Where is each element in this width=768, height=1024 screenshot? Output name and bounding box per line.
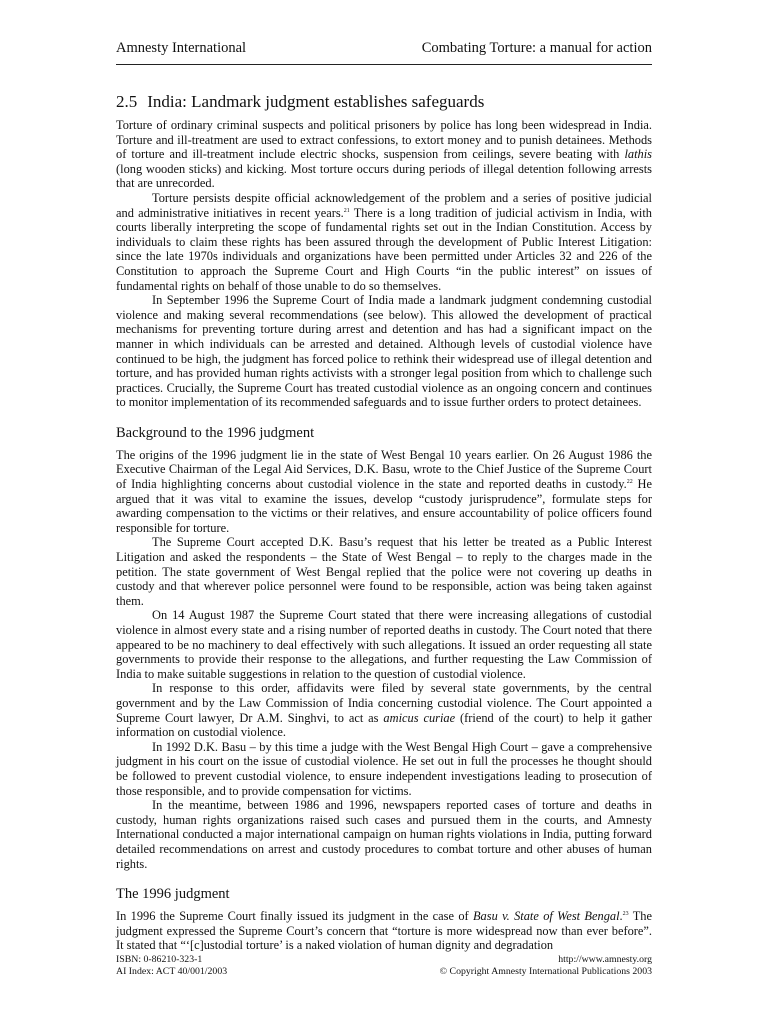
term-amicus-curiae: amicus curiae [383,710,456,725]
judgment-paragraph-1: In 1996 the Supreme Court finally issued its judgment in the case of Basu v. State of West Bengal.$^{23}$ The judgment expressed the Supreme Court’s concern that “torture is more widespread now than ever before”. It stated that “‘[c]ustodial torture’ is a naked violation of human dignity and degradation [116,909,653,953]
footnote-ref-23: 23 [622,910,629,917]
footer-url: http://www.amnesty.org [558,954,652,965]
background-paragraph-1: The origins of the 1996 judgment lie in the state of West Bengal 10 years earlier. On 26 August 1986 the Executive Chairman of the Legal Aid Services, D.K. Basu, wrote to the Chief Justice of the Supreme Court of India highlighting concerns about custodial violence in the state and reported deaths in custody.$^{22}$ He argued that it was vital to examine the issues, develop “custody jurisprudence”, formulate steps for awarding compensation to the victims or their relatives, and ensure accountability of police officers found responsible for torture. [116,447,652,535]
section-heading [116,91,652,113]
background-paragraph-3: On 14 August 1987 the Supreme Court stated that there were increasing allegations of custodial violence in almost every state and a rising number of reported deaths in custody. The Court noted that there appeared to be no machinery to deal effectively with such allegations. It issued an order requesting all state governments to provide their response to the allegations, and further requesting the Law Commission of India to make suitable suggestions in relation to the question of custodial violence. [116,608,652,681]
header-manual-title: Combating Torture: a manual for action [421,40,652,56]
case-name: Basu v. State of West Bengal [472,909,620,924]
footer-isbn: ISBN: 0-86210-323-1 [116,954,203,965]
intro-paragraph-1: Torture of ordinary criminal suspects and political prisoners by police has long been widespread in India. Torture and ill-treatment are used to extract confessions, to extort money and to punish detainees. Methods of torture and ill-treatment include electric shocks, suspension from ceilings, severe beating with lathis (long wooden sticks) and kicking. Most torture occurs during periods of illegal detention following arrests that are unrecorded. [116,118,652,191]
background-paragraph-6: In the meantime, between 1986 and 1996, newspapers reported cases of torture and deaths in custody, human rights organizations raised such cases and pursued them in the courts, and Amnesty International conducted a major international campaign on human rights violations in India, putting forward detailed recommendations on arrest and custody procedures to combat torture and other abuses of human rights. [116,798,652,871]
footer-copyright: © Copyright Amnesty International Publications 2003 [439,966,652,977]
header-rule [116,64,652,65]
footer-right [440,954,652,978]
page-content [116,91,652,953]
page-header [116,40,652,60]
footer-left [116,954,227,978]
intro-paragraph-3: In September 1996 the Supreme Court of India made a landmark judgment condemning custodial violence and making several recommendations (see below). This allowed the development of practical mechanisms for preventing torture during arrest and detention and has had a significant impact on the manner in which individuals can be arrested and detained. Although levels of custodial violence have continued to be high, the judgment has forced police to rethink their widespread use of illegal detention and torture, and has provided human rights activists with a stronger legal position from which to challenge such practices. Crucially, the Supreme Court has treated custodial violence as an ongoing concern and continues to monitor implementation of its recommended safeguards and to issue further orders to protect detainees. [116,293,652,410]
section-number: 2.5 [116,92,138,111]
footnote-ref-21: 21 [343,207,350,214]
term-lathis: lathis [624,147,652,162]
footnote-ref-22: 22 [626,478,633,485]
intro-paragraph-2: Torture persists despite official acknowledgement of the problem and a series of positive judicial and administrative initiatives in recent years.$^{21}$ There is a long tradition of judicial activism in India, with courts liberally interpreting the scope of fundamental rights set out in the Indian Constitution. Access by individuals to claim these rights has been assured through the development of Public Interest Litigation: since the late 1970s individuals and organizations have been permitted under Articles 32 and 226 of the Constitution to approach the Supreme Court and High Courts “in the public interest” on issues of fundamental rights on behalf of those unable to do so themselves. [116,190,652,293]
subheading-1996-judgment: The 1996 judgment [116,886,230,903]
background-paragraph-4: In response to this order, affidavits were filed by several state governments, by the central government and by the Law Commission of India concerning custodial violence. The Court appointed a Supreme Court lawyer, Dr A.M. Singhvi, to act as amicus curiae (friend of the court) to help it gather information on custodial violence. [116,681,652,740]
background-paragraph-2: The Supreme Court accepted D.K. Basu’s request that his letter be treated as a Public Interest Litigation and asked the respondents – the State of West Bengal – to reply to the charges made in the petition. The state government of West Bengal replied that the police were not covering up deaths in custody and that wherever police personnel were found to be responsible, action was being taken against them. [116,535,652,608]
background-paragraph-5: In 1992 D.K. Basu – by this time a judge with the West Bengal High Court – gave a comprehensive judgment in his court on the issue of custodial violence. He set out in full the processes he thought should be followed to prevent custodial violence, to ensure independent investigations leading to prosecution of those responsible, and to provide compensation for victims. [116,739,652,798]
header-organization: Amnesty International [116,40,247,56]
section-title: India: Landmark judgment establishes safeguards [147,92,485,111]
footer-ai-index: AI Index: ACT 40/001/2003 [116,966,228,977]
subheading-background: Background to the 1996 judgment [116,424,315,441]
